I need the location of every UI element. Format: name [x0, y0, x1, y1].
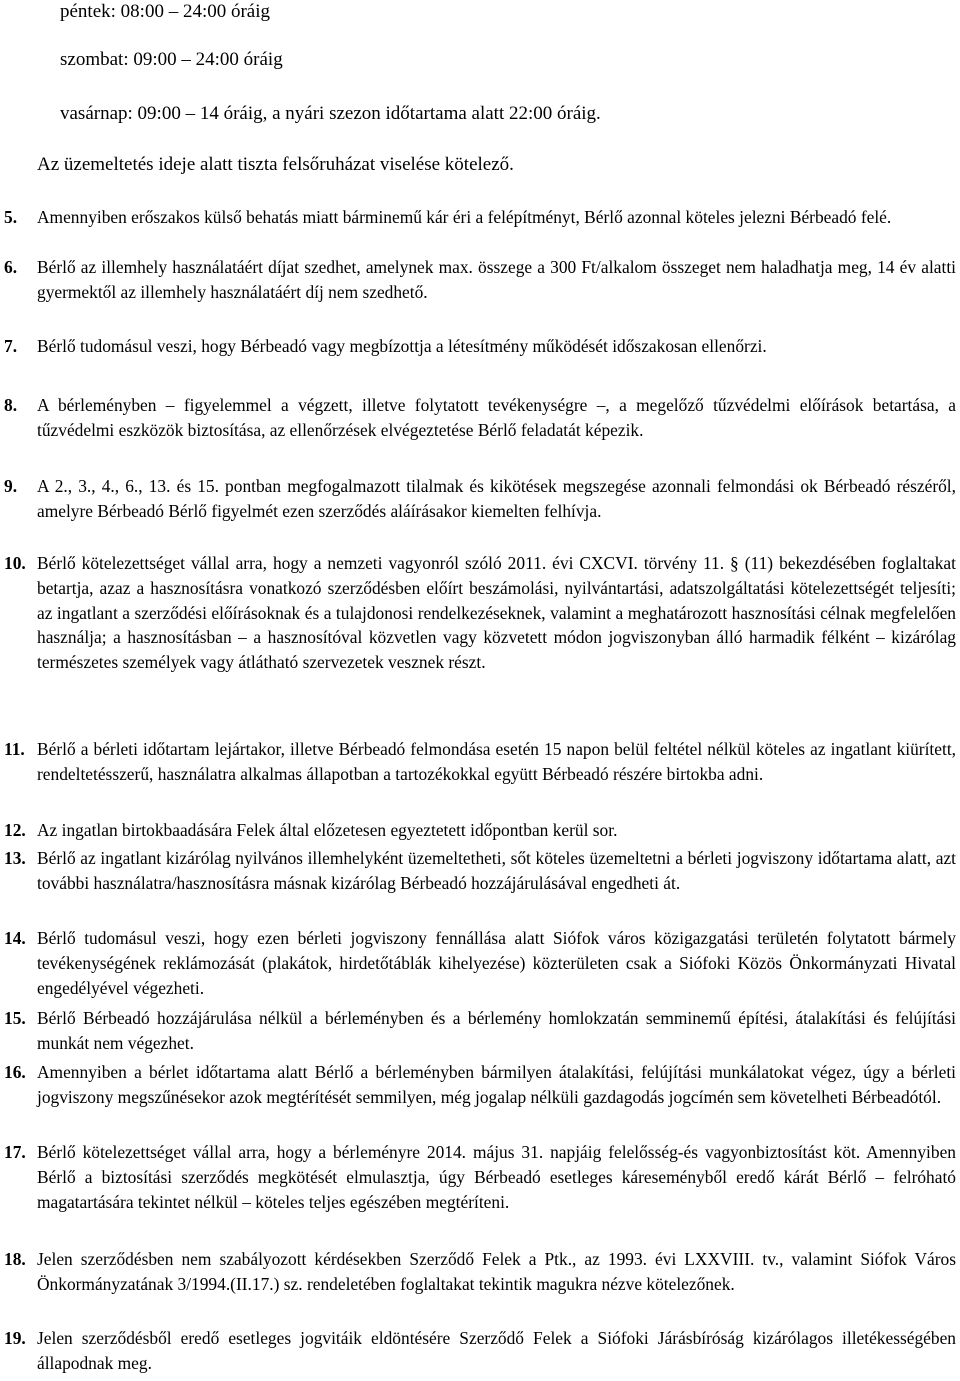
contract-item-18: [0, 1247, 956, 1297]
schedule-line-sunday: vasárnap: 09:00 – 14 óráig, a nyári szezon időtartama alatt 22:00 óráig.: [60, 103, 601, 124]
item-text: Bérlő Bérbeadó hozzájárulása nélkül a bérleményben és a bérlemény homlokzatán semminemű építési, átalakítási és felújítási munkát nem végezhet.: [37, 1008, 956, 1053]
item-number: 8.: [4, 395, 18, 415]
contract-item-6: [0, 255, 956, 305]
item-text: Bérlő tudomásul veszi, hogy ezen bérleti jogviszony fennállása alatt Siófok város közigazgatási területén folytatott bármely tevékenységének reklámozását (plakátok, hirdetőtáblák kihelyezése) közterületen csak a Siófoki Közös Önkormányzati Hivatal engedélyével végezheti.: [37, 928, 956, 998]
contract-item-10: [0, 551, 956, 675]
dress-code-note: Az üzemeltetés ideje alatt tiszta felsőruházat viselése kötelező.: [37, 154, 514, 175]
contract-item-15: [0, 1006, 956, 1056]
schedule-line-friday: péntek: 08:00 – 24:00 óráig: [60, 1, 271, 22]
item-number: 6.: [4, 257, 18, 277]
item-text: Bérlő a bérleti időtartam lejártakor, illetve Bérbeadó felmondása esetén 15 napon belül feltétel nélkül köteles az ingatlant kiürített, rendeltetésszerű, használatra alkalmas állapotban a tartozékokkal együtt Bérbeadó részére birtokba adni.: [37, 739, 956, 784]
item-text: A bérleményben – figyelemmel a végzett, illetve folytatott tevékenységre –, a megelőző tűzvédelmi előírások betartása, a tűzvédelmi eszközök biztosítása, az ellenőrzések elvégeztetése Bérlő feladatát képezik.: [37, 395, 956, 440]
item-number: 14.: [4, 928, 26, 948]
contract-item-12: [0, 818, 956, 843]
item-text: Bérlő tudomásul veszi, hogy Bérbeadó vagy megbízottja a létesítmény működését időszakosan ellenőrzi.: [37, 336, 767, 356]
item-text: Jelen szerződésben nem szabályozott kérdésekben Szerződő Felek a Ptk., az 1993. évi LXXVIII. tv., valamint Siófok Város Önkormányzatának 3/1994.(II.17.) sz. rendeletében foglaltakat tekintik magukra nézve kötelezőnek.: [37, 1249, 956, 1294]
item-number: 12.: [4, 820, 26, 840]
contract-item-8: [0, 393, 956, 443]
item-text: Bérlő kötelezettséget vállal arra, hogy a bérleményre 2014. május 31. napjáig felelősség-és vagyonbiztosítást köt. Amennyiben Bérlő a biztosítási szerződés megkötését elmulasztja, úgy Bérbeadó esetleges káreseményből eredő kárát Bérlő – felróható magatartására tekintet nélkül – köteles teljes egészében megtéríteni.: [37, 1142, 956, 1212]
item-text: Az ingatlan birtokbaadására Felek által előzetesen egyeztetett időpontban kerül sor.: [37, 820, 618, 840]
item-text: Bérlő az ingatlant kizárólag nyilvános illemhelyként üzemeltetheti, sőt köteles üzemeltetni a bérleti jogviszony időtartama alatt, azt további használatra/hasznosításra másnak kizárólag Bérbeadó hozzájárulásával engedheti át.: [37, 848, 956, 893]
contract-item-13: [0, 846, 956, 896]
item-number: 16.: [4, 1062, 26, 1082]
contract-item-11: [0, 737, 956, 787]
item-text: Amennyiben a bérlet időtartama alatt Bérlő a bérleményben bármilyen átalakítási, felújítási munkálatokat végez, úgy a bérleti jogviszony megszűnésekor azok megtérítését semmilyen, még jogalap nélküli gazdagodás jogcímén sem követelheti Bérbeadótól.: [37, 1062, 956, 1107]
contract-item-7: [0, 334, 956, 359]
item-number: 10.: [4, 553, 26, 573]
item-number: 15.: [4, 1008, 26, 1028]
item-number: 5.: [4, 207, 18, 227]
contract-item-14: [0, 926, 956, 1000]
item-text: A 2., 3., 4., 6., 13. és 15. pontban megfogalmazott tilalmak és kikötések megszegése azonnali felmondási ok Bérbeadó részéről, amelyre Bérbeadó Bérlő figyelmét ezen szerződés aláírásakor kiemelten felhívja.: [37, 476, 956, 521]
item-number: 11.: [4, 739, 25, 759]
contract-item-9: [0, 474, 956, 524]
item-text: Bérlő az illemhely használatáért díjat szedhet, amelynek max. összege a 300 Ft/alkalom összeget nem haladhatja meg, 14 év alatti gyermektől az illemhely használatáért díj nem szedhető.: [37, 257, 956, 302]
item-text: Jelen szerződésből eredő esetleges jogvitáik eldöntésére Szerződő Felek a Siófoki Járásbíróság kizárólagos illetékességében állapodnak meg.: [37, 1328, 956, 1373]
contract-item-5: [0, 205, 956, 230]
item-number: 18.: [4, 1249, 26, 1269]
item-text: Bérlő kötelezettséget vállal arra, hogy a nemzeti vagyonról szóló 2011. évi CXCVI. törvény 11. § (11) bekezdésében foglaltakat betartja, azaz a hasznosításra vonatkozó szerződésben előírt beszámolási, nyilvántartási, adatszolgáltatási kötelezettségét teljesíti; az ingatlant a szerződési előírásoknak és a tulajdonosi rendelkezéseknek, valamint a meghatározott hasznosítási célnak megfelelően használja; a hasznosításban – a hasznosítóval közvetlen vagy közvetett módon jogviszonyban álló harmadik félként – kizárólag természetes személyek vagy átlátható szervezetek vesznek részt.: [37, 553, 956, 673]
item-number: 13.: [4, 848, 26, 868]
item-number: 19.: [4, 1328, 26, 1348]
item-number: 17.: [4, 1142, 26, 1162]
item-number: 7.: [4, 336, 18, 356]
contract-item-16: [0, 1060, 956, 1110]
contract-item-19: [0, 1326, 956, 1376]
contract-item-17: [0, 1140, 956, 1214]
schedule-line-saturday: szombat: 09:00 – 24:00 óráig: [60, 49, 283, 70]
item-text: Amennyiben erőszakos külső behatás miatt bárminemű kár éri a felépítményt, Bérlő azonnal köteles jelezni Bérbeadó felé.: [37, 207, 892, 227]
item-number: 9.: [4, 476, 18, 496]
